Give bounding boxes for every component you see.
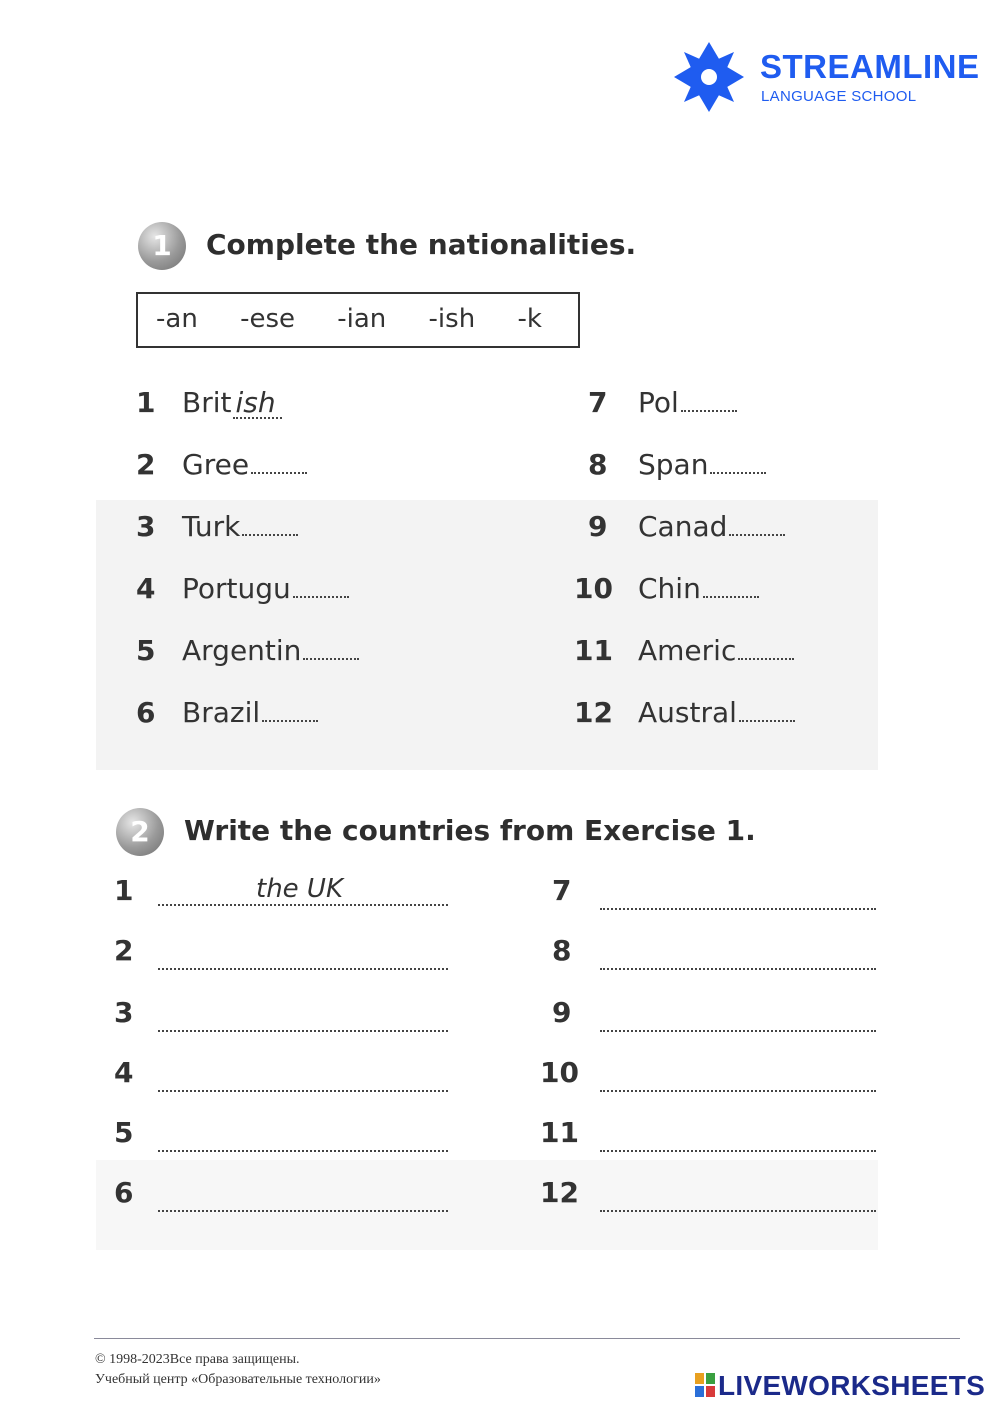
item-number: 11 <box>574 634 613 667</box>
item-number: 6 <box>136 696 156 729</box>
item-number: 2 <box>114 934 134 967</box>
item-number: 3 <box>136 510 156 543</box>
copyright-text: © 1998-2023Все права защищены. <box>95 1352 300 1367</box>
answer-field[interactable] <box>739 716 795 722</box>
answer-field[interactable] <box>251 468 307 474</box>
answer-field[interactable] <box>681 406 737 412</box>
suffix-option: -ish <box>428 304 476 334</box>
item-number: 4 <box>136 572 156 605</box>
item-number: 7 <box>588 386 608 419</box>
suffix-option: -an <box>156 304 198 334</box>
exercise-number-badge: 1 <box>138 222 186 270</box>
answer-field[interactable] <box>262 716 318 722</box>
answer-field[interactable] <box>600 940 876 970</box>
item-number: 8 <box>552 934 572 967</box>
item-number: 5 <box>114 1116 134 1149</box>
exercise-number-badge: 2 <box>116 808 164 856</box>
liveworksheets-logo-icon <box>694 1372 716 1398</box>
answer-field[interactable] <box>158 1122 448 1152</box>
word-stem: Americ <box>638 634 737 667</box>
answer-field[interactable] <box>158 940 448 970</box>
answer-field[interactable] <box>600 1122 876 1152</box>
answer-field[interactable] <box>293 592 349 598</box>
word-stem: Portugu <box>182 572 291 605</box>
exercise1-title: Complete the nationalities. <box>206 228 637 261</box>
answer-field[interactable] <box>703 592 759 598</box>
item-number: 1 <box>136 386 156 419</box>
suffix-list <box>156 304 542 334</box>
word-stem: Span <box>638 448 709 481</box>
liveworksheets-wordmark[interactable]: LIVEWORKSHEETS <box>718 1370 986 1401</box>
answer-field[interactable] <box>600 880 876 910</box>
nationality-item <box>638 386 737 419</box>
answer-field[interactable] <box>158 1002 448 1032</box>
exercise2-title: Write the countries from Exercise 1. <box>184 814 756 847</box>
answer-field[interactable] <box>158 876 448 906</box>
item-number: 7 <box>552 874 572 907</box>
nationality-item <box>638 634 794 667</box>
answer-field[interactable] <box>303 654 359 660</box>
answer-field[interactable] <box>600 1182 876 1212</box>
item-number: 9 <box>588 510 608 543</box>
item-number: 12 <box>540 1176 579 1209</box>
answer-field[interactable] <box>158 1062 448 1092</box>
organization-name: Учебный центр «Образовательные технологии» <box>95 1372 381 1387</box>
item-number: 3 <box>114 996 134 1029</box>
word-stem: Brit <box>182 386 232 419</box>
nationality-item <box>638 448 766 481</box>
nationality-item <box>638 510 785 543</box>
nationality-item <box>182 510 298 543</box>
answer-field[interactable] <box>242 530 298 536</box>
brand-name: STREAMLINE <box>760 48 980 85</box>
word-stem: Gree <box>182 448 250 481</box>
item-number: 11 <box>540 1116 579 1149</box>
brand-subtitle: LANGUAGE SCHOOL <box>761 88 917 105</box>
answer-field[interactable] <box>729 530 785 536</box>
answer-field[interactable] <box>738 654 794 660</box>
answer-field[interactable] <box>158 1182 448 1212</box>
item-number: 6 <box>114 1176 134 1209</box>
footer-divider <box>94 1338 960 1339</box>
suffix-option: -ese <box>240 304 295 334</box>
item-number: 1 <box>114 874 134 907</box>
nationality-item <box>182 386 282 419</box>
item-number: 9 <box>552 996 572 1029</box>
item-number: 10 <box>540 1056 579 1089</box>
answer-field[interactable]: ish <box>233 389 281 419</box>
nationality-item <box>638 696 795 729</box>
nationality-item <box>638 572 759 605</box>
item-number: 4 <box>114 1056 134 1089</box>
streamline-logo-icon <box>672 40 746 114</box>
nationality-item <box>182 448 307 481</box>
suffix-option: -ian <box>337 304 387 334</box>
item-number: 5 <box>136 634 156 667</box>
nationality-item <box>182 696 318 729</box>
suffix-box <box>136 292 580 348</box>
nationality-item <box>182 634 359 667</box>
answer-text: the UK <box>256 874 344 904</box>
word-stem: Austral <box>638 696 737 729</box>
word-stem: Pol <box>638 386 679 419</box>
answer-field[interactable] <box>600 1062 876 1092</box>
word-stem: Turk <box>182 510 241 543</box>
suffix-option: -k <box>517 304 542 334</box>
answer-field[interactable] <box>600 1002 876 1032</box>
item-number: 8 <box>588 448 608 481</box>
nationality-item <box>182 572 349 605</box>
item-number: 2 <box>136 448 156 481</box>
word-stem: Brazil <box>182 696 261 729</box>
item-number: 12 <box>574 696 613 729</box>
word-stem: Chin <box>638 572 701 605</box>
word-stem: Argentin <box>182 634 302 667</box>
answer-field[interactable] <box>710 468 766 474</box>
word-stem: Canad <box>638 510 728 543</box>
item-number: 10 <box>574 572 613 605</box>
